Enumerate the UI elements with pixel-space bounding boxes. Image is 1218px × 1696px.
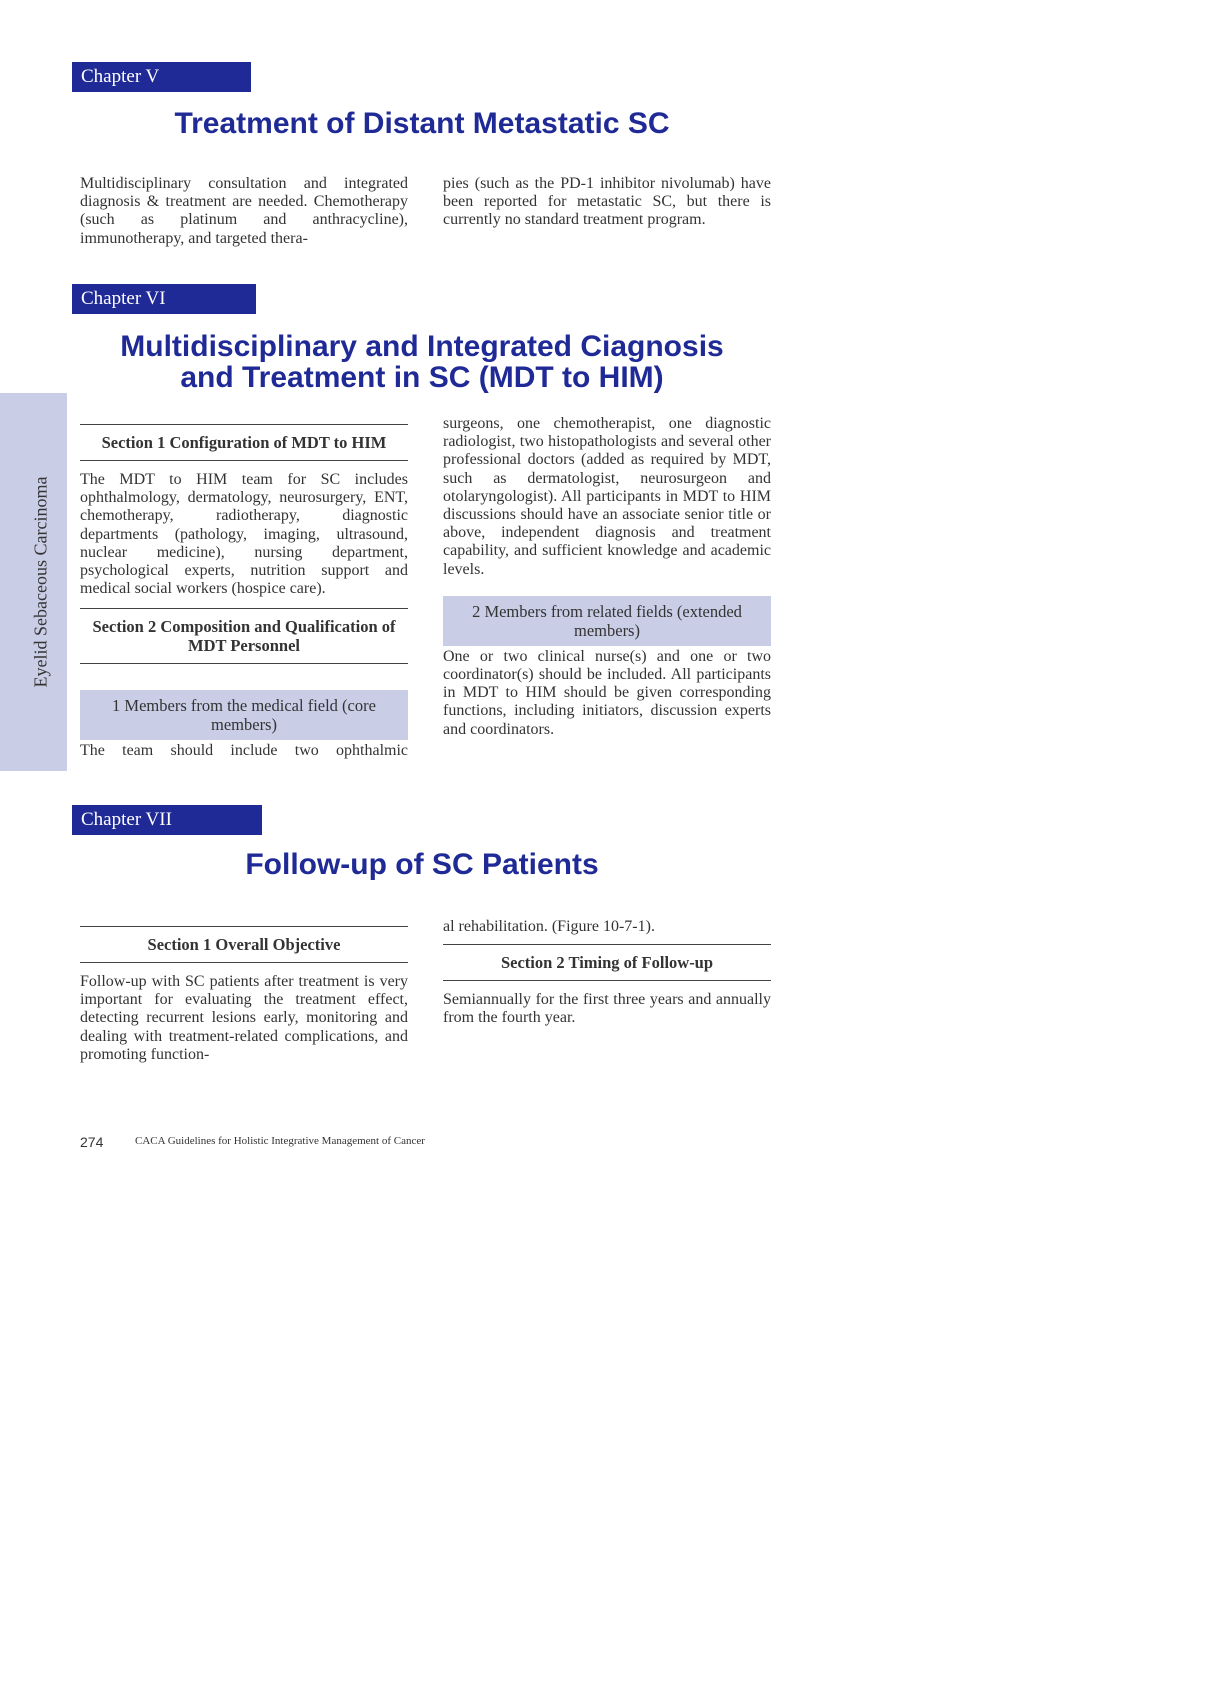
chapter-5-tag: Chapter V [72,62,251,92]
chapter-6-sub-2-text: One or two clinical nurse(s) and one or two coordinator(s) should be included. All participants in MDT to HIM should be given corresponding functions, including initiators, discussion experts and coordinators. [443,647,771,738]
chapter-7-section-2-text: Semiannually for the first three years and annually from the fourth year. [443,991,771,1027]
chapter-6-title-line-2: and Treatment in SC (MDT to HIM) [180,361,664,394]
page-number: 274 [80,1134,104,1150]
side-tab-label: Eyelid Sebaceous Carcinoma [30,476,51,688]
chapter-6-sub-1-heading: 1 Members from the medical field (core members) [80,690,408,740]
chapter-6-sub-2-heading: 2 Members from related fields (extended members) [443,596,771,646]
chapter-7-title: Follow-up of SC Patients [245,848,599,881]
chapter-6-right-column [443,415,771,739]
chapter-7-right-column [443,918,771,1028]
chapter-6-title [72,331,772,393]
chapter-6-section-1-text: The MDT to HIM team for SC includes ophthalmology, dermatology, neurosurgery, ENT, chemotherapy, radiotherapy, diagnostic departments (pathology, imaging, ultrasound, nuclear medicine), nursing department, psychological experts, nutrition support and medical social workers (hospice care). [80,471,408,598]
chapter-6-left-column [80,424,408,761]
running-title: CACA Guidelines for Holistic Integrative Management of Cancer [135,1135,425,1147]
chapter-7-left-column [80,926,408,1064]
chapter-6-section-2-heading: Section 2 Composition and Qualification of MDT Personnel [80,608,408,664]
chapter-6-right-text: surgeons, one chemotherapist, one diagnostic radiologist, two histopathologists and several other professional doctors (added as required by MDT, such as dermatologist, neurosurgeon and otolaryngologist). All participants in MDT to HIM discussions should have an associate senior title or above, independent diagnosis and treatment capability, and sufficient knowledge and academic levels. [443,415,771,578]
chapter-6-sub-1-text: The team should include two ophthalmic [80,742,408,760]
chapter-5-left-column [80,175,408,248]
chapter-6-tag: Chapter VI [72,284,256,314]
chapter-6-section-1-heading: Section 1 Configuration of MDT to HIM [80,424,408,461]
chapter-7-right-text: al rehabilitation. (Figure 10-7-1). [443,918,655,935]
chapter-5-right-text: pies (such as the PD-1 inhibitor nivolumab) have been reported for metastatic SC, but there is currently no standard treatment program. [443,175,771,229]
chapter-5-title: Treatment of Distant Metastatic SC [174,107,670,140]
chapter-6-title-line-1: Multidisciplinary and Integrated Ciagnosis [120,330,724,363]
chapter-7-section-2-heading: Section 2 Timing of Follow-up [443,944,771,981]
chapter-7-tag: Chapter VII [72,805,262,835]
chapter-7-section-1-text: Follow-up with SC patients after treatment is very important for evaluating the treatment effect, detecting recurrent lesions early, monitoring and dealing with treatment-related complications, and promoting function- [80,973,408,1063]
chapter-5-right-column [443,175,771,230]
chapter-7-section-1-heading: Section 1 Overall Objective [80,926,408,963]
chapter-5-left-text: Multidisciplinary consultation and integrated diagnosis & treatment are needed. Chemotherapy (such as platinum and anthracycline), immunotherapy, and targeted thera- [80,175,408,247]
